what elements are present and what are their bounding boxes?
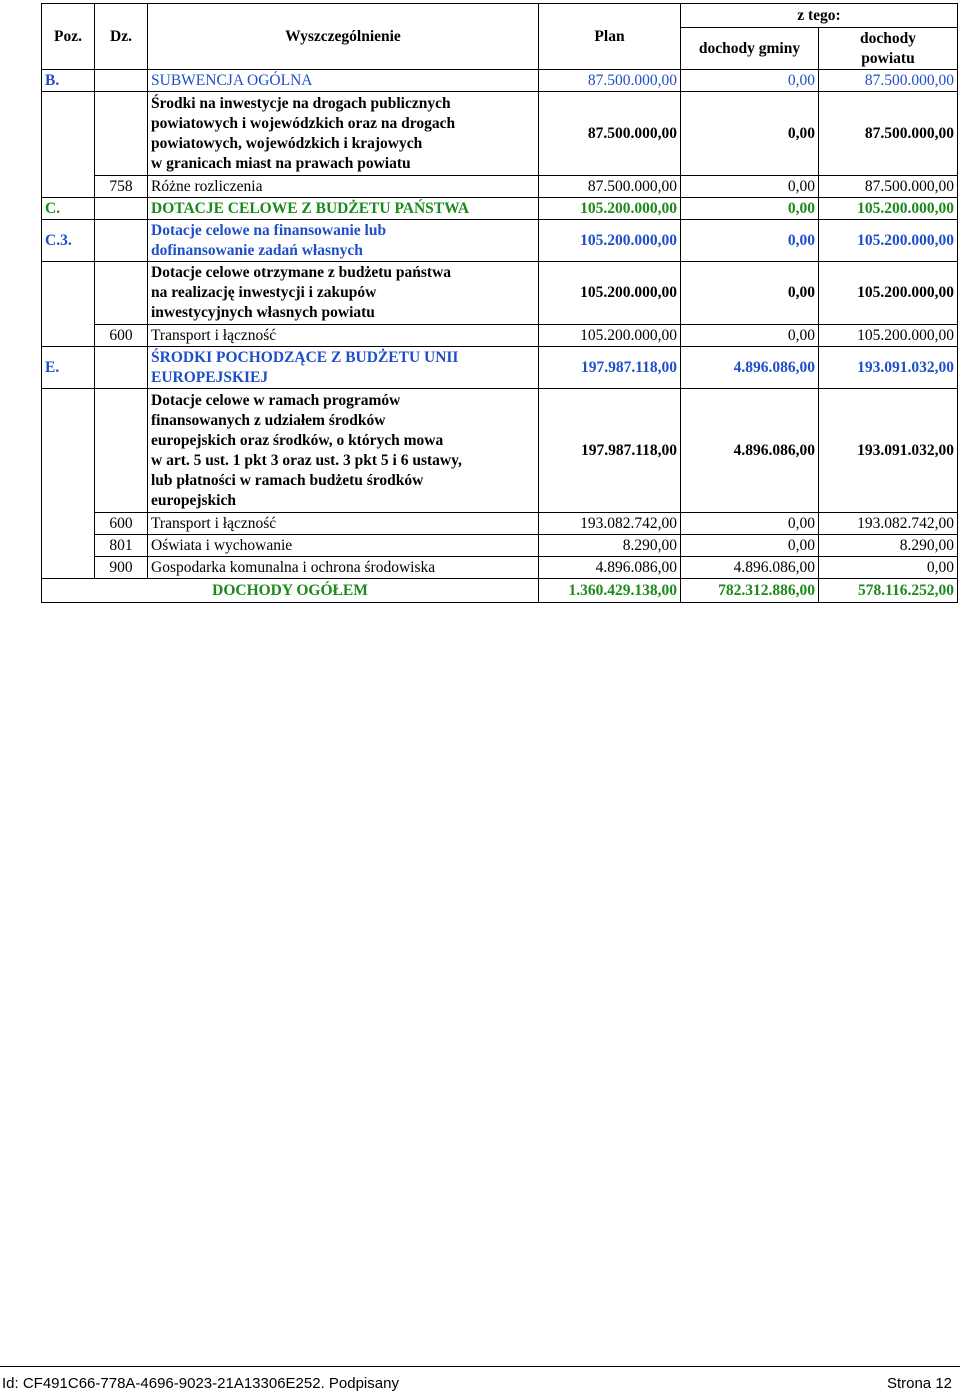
table-row	[42, 513, 958, 535]
row-b-plan: 87.500.000,00	[539, 70, 681, 92]
row-b-758-gminy: 0,00	[681, 176, 819, 198]
header-z-tego: z tego:	[681, 4, 958, 28]
header-dz: Dz.	[95, 4, 148, 70]
table-row	[42, 70, 958, 92]
row-b-inv-name: Środki na inwestycje na drogach publicznych powiatowych i wojewódzkich oraz na drogach powiatowych, wojewódzkich i krajowych w granicach miast na prawach powiatu	[148, 92, 539, 176]
row-c3-powiatu: 105.200.000,00	[819, 220, 958, 262]
row-c3-plan: 105.200.000,00	[539, 220, 681, 262]
row-e-600-powiatu: 193.082.742,00	[819, 513, 958, 535]
row-b-inv-plan: 87.500.000,00	[539, 92, 681, 176]
row-e-900-dz: 900	[95, 557, 148, 579]
row-c-gminy: 0,00	[681, 198, 819, 220]
page-footer	[0, 1366, 960, 1394]
document-id: Id: CF491C66-778A-4696-9023-21A13306E252. Podpisany	[2, 1375, 399, 1392]
row-b-poz: B.	[42, 70, 95, 92]
row-c3-600-plan: 105.200.000,00	[539, 325, 681, 347]
header-dochody-powiatu: dochody powiatu	[819, 28, 958, 70]
total-powiatu: 578.116.252,00	[819, 579, 958, 603]
row-e-900-powiatu: 0,00	[819, 557, 958, 579]
total-row	[42, 579, 958, 603]
row-b-gminy: 0,00	[681, 70, 819, 92]
table-row	[42, 176, 958, 198]
total-plan: 1.360.429.138,00	[539, 579, 681, 603]
row-e-900-name: Gospodarka komunalna i ochrona środowiska	[148, 557, 539, 579]
row-e-900-plan: 4.896.086,00	[539, 557, 681, 579]
header-wyszczegolnienie: Wyszczególnienie	[148, 4, 539, 70]
row-e-600-gminy: 0,00	[681, 513, 819, 535]
row-e-gminy: 4.896.086,00	[681, 347, 819, 389]
row-e-801-name: Oświata i wychowanie	[148, 535, 539, 557]
row-c3-inv-name: Dotacje celowe otrzymane z budżetu państwa na realizację inwestycji i zakupów inwestycyjnych własnych powiatu	[148, 262, 539, 325]
header-dochody-gminy: dochody gminy	[681, 28, 819, 70]
row-c3-600-name: Transport i łączność	[148, 325, 539, 347]
row-c3-gminy: 0,00	[681, 220, 819, 262]
row-b-758-powiatu: 87.500.000,00	[819, 176, 958, 198]
total-gminy: 782.312.886,00	[681, 579, 819, 603]
row-c3-name: Dotacje celowe na finansowanie lub dofinansowanie zadań własnych	[148, 220, 539, 262]
row-e-801-powiatu: 8.290,00	[819, 535, 958, 557]
row-c-powiatu: 105.200.000,00	[819, 198, 958, 220]
row-e-600-dz: 600	[95, 513, 148, 535]
row-c-name: DOTACJE CELOWE Z BUDŻETU PAŃSTWA	[148, 198, 539, 220]
row-b-758-dz: 758	[95, 176, 148, 198]
row-c3-inv-plan: 105.200.000,00	[539, 262, 681, 325]
row-e-prog-powiatu: 193.091.032,00	[819, 389, 958, 513]
table-row	[42, 389, 958, 513]
table-row	[42, 198, 958, 220]
row-e-prog-gminy: 4.896.086,00	[681, 389, 819, 513]
table-row	[42, 262, 958, 325]
table-row	[42, 347, 958, 389]
budget-table	[41, 3, 958, 603]
row-e-600-plan: 193.082.742,00	[539, 513, 681, 535]
table-row	[42, 557, 958, 579]
header-poz: Poz.	[42, 4, 95, 70]
row-c3-inv-powiatu: 105.200.000,00	[819, 262, 958, 325]
row-e-powiatu: 193.091.032,00	[819, 347, 958, 389]
row-b-inv-powiatu: 87.500.000,00	[819, 92, 958, 176]
row-e-900-gminy: 4.896.086,00	[681, 557, 819, 579]
row-e-prog-plan: 197.987.118,00	[539, 389, 681, 513]
row-e-prog-name: Dotacje celowe w ramach programów finansowanych z udziałem środków europejskich oraz środków, o których mowa w art. 5 ust. 1 pkt 3 oraz ust. 3 pkt 5 i 6 ustawy, lub płatności w ramach budżetu środków europejskich	[148, 389, 539, 513]
row-c3-inv-gminy: 0,00	[681, 262, 819, 325]
row-b-758-plan: 87.500.000,00	[539, 176, 681, 198]
row-e-801-plan: 8.290,00	[539, 535, 681, 557]
total-name: DOCHODY OGÓŁEM	[42, 579, 539, 603]
row-b-powiatu: 87.500.000,00	[819, 70, 958, 92]
table-row	[42, 220, 958, 262]
table-row	[42, 92, 958, 176]
row-b-inv-gminy: 0,00	[681, 92, 819, 176]
row-e-600-name: Transport i łączność	[148, 513, 539, 535]
row-c3-poz: C.3.	[42, 220, 95, 262]
row-b-name: SUBWENCJA OGÓLNA	[148, 70, 539, 92]
table-row	[42, 535, 958, 557]
row-c-poz: C.	[42, 198, 95, 220]
row-e-name: ŚRODKI POCHODZĄCE Z BUDŻETU UNII EUROPEJSKIEJ	[148, 347, 539, 389]
row-c3-600-dz: 600	[95, 325, 148, 347]
row-e-801-gminy: 0,00	[681, 535, 819, 557]
row-c3-600-gminy: 0,00	[681, 325, 819, 347]
row-c-plan: 105.200.000,00	[539, 198, 681, 220]
row-e-poz: E.	[42, 347, 95, 389]
row-e-plan: 197.987.118,00	[539, 347, 681, 389]
header-plan: Plan	[539, 4, 681, 70]
row-b-758-name: Różne rozliczenia	[148, 176, 539, 198]
row-b-dz	[95, 70, 148, 92]
row-e-801-dz: 801	[95, 535, 148, 557]
page-number: Strona 12	[886, 1375, 952, 1392]
table-row	[42, 325, 958, 347]
row-c3-600-powiatu: 105.200.000,00	[819, 325, 958, 347]
